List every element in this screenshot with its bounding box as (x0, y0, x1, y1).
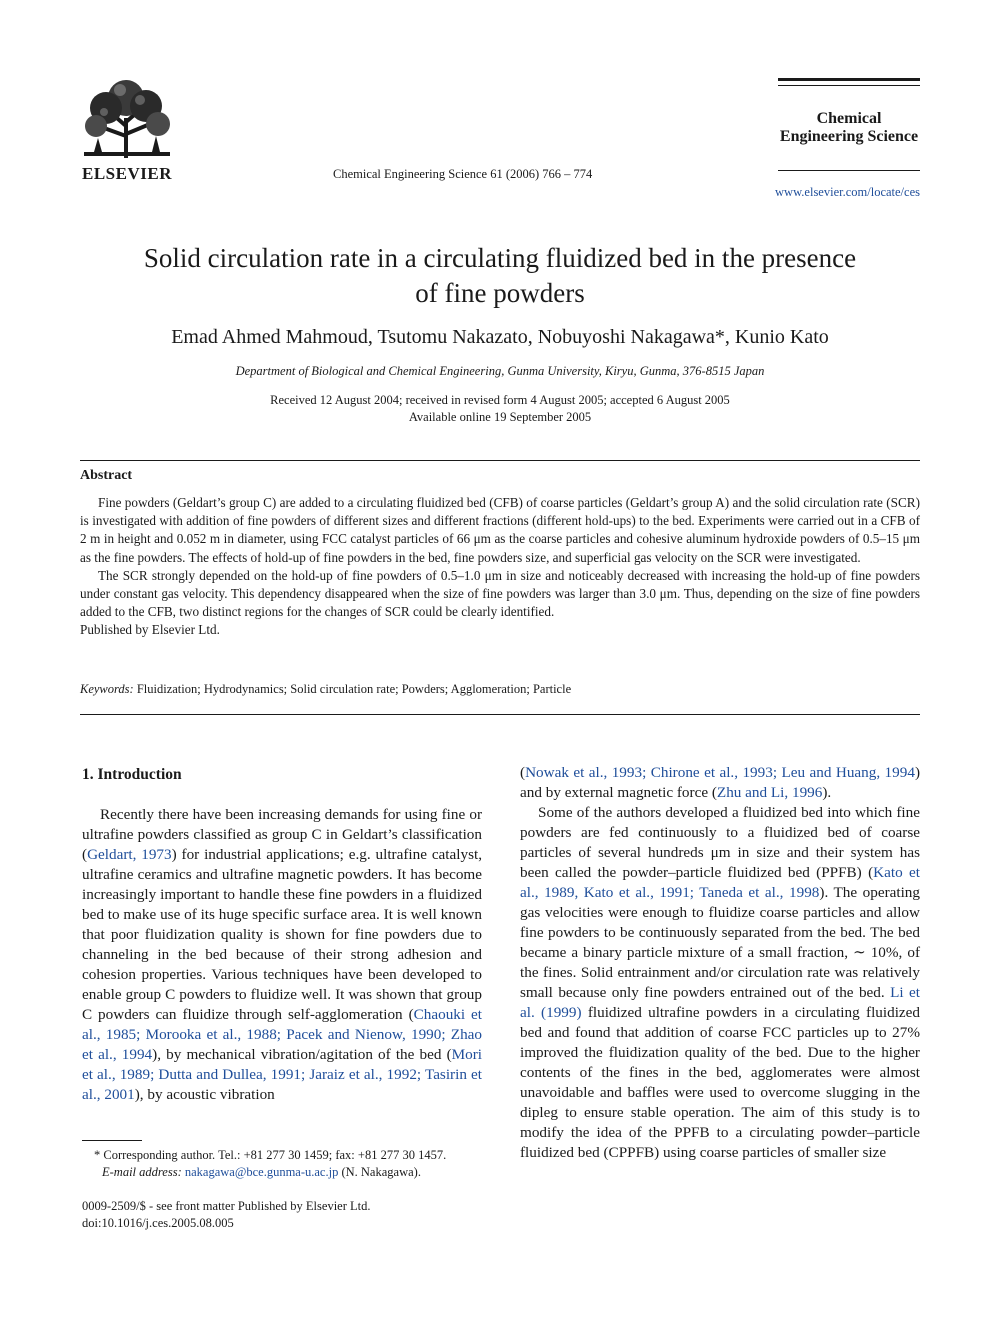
available-online: Available online 19 September 2005 (408, 410, 592, 424)
issn-line: 0009-2509/$ - see front matter Published by Elsevier Ltd. (82, 1199, 371, 1213)
citation-link[interactable]: Li et al. (1999) (520, 984, 920, 1021)
doi-line: doi:10.1016/j.ces.2005.08.005 (82, 1216, 234, 1230)
email-line: E-mail address: nakagawa@bce.gunma-u.ac.jp (N. Nakagawa). (102, 1165, 421, 1179)
publisher-note: Published by Elsevier Ltd. (80, 622, 220, 638)
journal-url-link[interactable]: www.elsevier.com/locate/ces (775, 185, 920, 199)
received-dates: Received 12 August 2004; received in revised form 4 August 2005; accepted 6 August 2005 (270, 393, 730, 407)
front-matter (82, 1198, 482, 1232)
author-list: Emad Ahmed Mahmoud, Tsutomu Nakazato, Nobuyoshi Nakagawa*, Kunio Kato (171, 326, 829, 348)
left-column (82, 805, 482, 1105)
journal-citation: Chemical Engineering Science 61 (2006) 766 – 774 (333, 167, 593, 181)
footnote (82, 1147, 482, 1181)
article-title (80, 241, 920, 311)
affiliation: Department of Biological and Chemical Engineering, Gunma University, Kiryu, Gunma, 376-8515 Japan (235, 364, 765, 378)
keywords-list: Fluidization; Hydrodynamics; Solid circulation rate; Powders; Agglomeration; Particle (133, 682, 572, 696)
section-heading: 1. Introduction (82, 766, 182, 783)
abstract-heading: Abstract (80, 468, 133, 483)
citation-link[interactable]: Mori et al., 1989; Dutta and Dullea, 1991; Jaraiz et al., 1992; Tasirin et al., 2001 (82, 1046, 483, 1103)
abstract-bottom-rule (80, 714, 920, 715)
intro-paragraph: Some of the authors developed a fluidized bed into which fine powders are fed continuously to a fluidized bed of coarse particles of several hundreds μm in size and their system has been called the powder–particle fluidized bed (PPFB) (Kato et al., 1989, Kato et al., 1991; Taneda et al., 1998). The operating gas velocities were enough to fluidize coarse particles and allow fine powders to be continuously separated from the bed. The bed became a binary particle mixture of a small fraction, ∼ 10%, of the fines. Solid entrainment and/or circulation rate was relatively small because only fine powders entrained out of the bed. Li et al. (1999) fluidized ultrafine powders in a circulating fluidized bed and found that addition of coarse FCC particles up to 27% improved the fluidization quality of the bed. Due to the higher contents of the fines in the bed, agglomerates were almost unavoidable and baffles were used to overcome slugging in the dipleg to ensure stable operation. The aim of this study is to modify the idea of the PPFB to a circulating powder–particle fluidized bed (CPPFB) using coarse particles of smaller size (520, 804, 920, 1161)
abstract-paragraph: Fine powders (Geldart’s group C) are added to a circulating fluidized bed (CFB) of coarse particles (Geldart’s group A) and the solid circulation rate (SCR) is investigated with addition of fine powders of different sizes and different fractions (different hold-ups) to the bed. Experiments were carried out in a CFB of 2 m in height and 0.052 m in diameter, using FCC catalyst particles of 66 μm as the coarse particles and cohesive aluminum hydroxide powders of 0.5–15 μm as the fine powders. The effects of hold-up of fine powders in the bed, fine powders size, and superficial gas velocity on the SCR were investigated. (80, 495, 920, 565)
footnote-rule (82, 1140, 142, 1141)
article-history (80, 392, 920, 426)
journal-name-line1: Chemical (816, 110, 882, 127)
abstract-top-rule (80, 460, 920, 461)
right-column (520, 763, 920, 1163)
publisher-wordmark: ELSEVIER (82, 164, 172, 183)
intro-paragraph: Recently there have been increasing demands for using fine or ultrafine powders classified as group C in Geldart’s classification (Geldart, 1973) for industrial applications; e.g. ultrafine catalyst, ultrafine ceramics and ultrafine magnetic powders. It has become increasingly important to handle these fine powders in a fluidized bed to make use of its huge specific surface area. It is well known that poor fluidization quality is shown for fine powders due to channeling in the bed because of their strong adhesion and cohesion properties. Various techniques have been developed to enable group C powders to fluidize well. It was shown that group C powders can fluidize through self-agglomeration (Chaouki et al., 1985; Morooka et al., 1988; Pacek and Nienow, 1990; Zhao et al., 1994), by mechanical vibration/agitation of the bed (Mori et al., 1989; Dutta and Dullea, 1991; Jaraiz et al., 1992; Tasirin et al., 2001), by acoustic vibration (82, 806, 483, 1103)
title-line2: of fine powders (415, 278, 585, 308)
elsevier-tree-icon (80, 78, 174, 160)
title-line1: Solid circulation rate in a circulating fluidized bed in the presence (143, 243, 857, 273)
keywords-label: Keywords: (80, 682, 134, 696)
journal-name-line2: Engineering Science (779, 128, 919, 145)
masthead-rules (778, 78, 920, 86)
citation-link[interactable]: Nowak et al., 1993; Chirone et al., 1993; Leu and Huang, 1994 (525, 764, 915, 781)
keywords (80, 682, 920, 697)
corresponding-author: * Corresponding author. Tel.: +81 277 30 1459; fax: +81 277 30 1457. (94, 1148, 447, 1162)
email-link[interactable]: nakagawa@bce.gunma-u.ac.jp (184, 1165, 339, 1179)
journal-masthead (778, 110, 920, 146)
citation-link[interactable]: Geldart, 1973 (87, 846, 172, 863)
citation-link[interactable]: Kato et al., 1989, Kato et al., 1991; Taneda et al., 1998 (520, 864, 920, 901)
abstract-paragraph: The SCR strongly depended on the hold-up of fine powders of 0.5–1.0 μm in size and noticeably decreased with increasing the hold-up of fine powders under constant gas velocity. This dependency disappeared when the size of fine powders was larger than 3.0 μm. Thus, depending on the size of fine powders added to the CFB, two distinct regions for the changes of SCR could be clearly identified. (80, 567, 920, 620)
elsevier-logo (80, 78, 174, 184)
abstract-body (80, 494, 920, 640)
masthead-bottom-rule (778, 170, 920, 171)
citation-link[interactable]: Chaouki et al., 1985; Morooka et al., 1988; Pacek and Nienow, 1990; Zhao et al., 1994 (82, 1006, 482, 1063)
citation-link[interactable]: Zhu and Li, 1996 (716, 784, 823, 801)
intro-paragraph-cont: (Nowak et al., 1993; Chirone et al., 1993; Leu and Huang, 1994) and by external magnetic force (Zhu and Li, 1996). (520, 764, 920, 801)
